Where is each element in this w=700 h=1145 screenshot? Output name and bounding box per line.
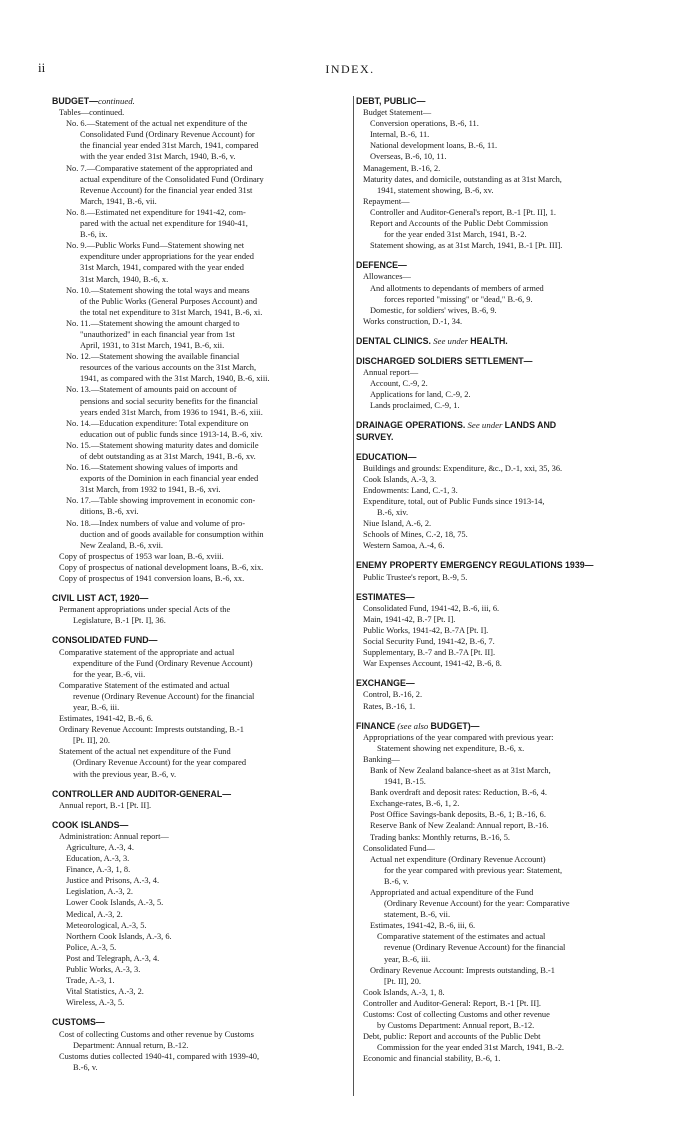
index-entry: And allotments to dependants of members of armed bbox=[370, 283, 544, 293]
index-entry: Works construction, D.-1, 34. bbox=[363, 316, 463, 326]
index-entry: Statement of the actual net expenditure of the Fund bbox=[59, 747, 231, 757]
index-entry: Department: Annual return, B.-12. bbox=[73, 1040, 189, 1050]
index-entry: Statement showing, as at 31st March, 1941, B.-1 [Pt. III]. bbox=[370, 241, 563, 251]
index-entry: Rates, B.-16, 1. bbox=[363, 701, 416, 711]
index-entry: B.-6, v. bbox=[384, 876, 409, 886]
index-entry: Ordinary Revenue Account: Imprests outstanding, B.-1 bbox=[59, 725, 244, 735]
index-entry: No. 10.—Statement showing the total ways and means bbox=[66, 285, 250, 295]
heading-text: CUSTOMS— bbox=[52, 1017, 105, 1028]
cross-reference-note: See under bbox=[465, 420, 505, 431]
index-entry: Justice and Prisons, A.-3, 4. bbox=[66, 876, 160, 886]
index-entry: No. 14.—Education expenditure: Total expenditure on bbox=[66, 418, 249, 428]
index-entry: Police, A.-3, 5. bbox=[66, 942, 117, 952]
cross-reference-target: HEALTH. bbox=[470, 335, 508, 346]
index-entry: Report and Accounts of the Public Debt Commission bbox=[370, 219, 548, 229]
heading-text: ENEMY PROPERTY EMERGENCY REGULATIONS 1939— bbox=[356, 560, 594, 571]
index-entry: Management, B.-16, 2. bbox=[363, 163, 441, 173]
index-entry: Statement showing net expenditure, B.-6, x. bbox=[377, 743, 525, 753]
index-entry: B.-6, v. bbox=[73, 1062, 98, 1072]
index-entry: Post Office Savings-bank deposits, B.-6, 1; B.-16, 6. bbox=[370, 810, 546, 820]
index-entry: Copy of prospectus of 1953 war loan, B.-6, xviii. bbox=[59, 551, 224, 561]
index-entry: (Ordinary Revenue Account) for the year compared bbox=[73, 758, 247, 768]
index-entry: New Zealand, B.-6, xvii. bbox=[80, 540, 164, 550]
index-entry: with the previous year, B.-6, v. bbox=[73, 769, 177, 779]
index-entry: Supplementary, B.-7 and B.-7A [Pt. II]. bbox=[363, 648, 496, 658]
index-heading bbox=[356, 96, 648, 107]
index-entry: No. 18.—Index numbers of value and volume of pro- bbox=[66, 518, 246, 528]
index-entry: National development loans, B.-6, 11. bbox=[370, 141, 498, 151]
index-entry: Ordinary Revenue Account: Imprests outstanding, B.-1 bbox=[370, 965, 555, 975]
cross-reference-target: LANDS AND bbox=[504, 420, 557, 431]
index-entry: Main, 1941-42, B.-7 [Pt. I]. bbox=[363, 614, 456, 624]
index-entry: Cook Islands, A.-3, 3. bbox=[363, 474, 437, 484]
index-heading bbox=[356, 678, 648, 689]
heading-text: SURVEY. bbox=[356, 431, 394, 442]
index-entry: Northern Cook Islands, A.-3, 6. bbox=[66, 931, 172, 941]
cross-reference-note: continued. bbox=[97, 96, 135, 106]
index-entry: "unauthorized" in each financial year from 1st bbox=[80, 329, 235, 339]
index-entry: Applications for land, C.-9, 2. bbox=[370, 390, 471, 400]
index-entry: [Pt. II], 20. bbox=[73, 736, 110, 746]
index-entry: Niue Island, A.-6, 2. bbox=[363, 519, 432, 529]
index-entry: Schools of Mines, C.-2, 18, 75. bbox=[363, 530, 468, 540]
index-entry: Estimates, 1941-42, B.-6, 6. bbox=[59, 714, 153, 724]
index-entry: Legislature, B.-1 [Pt. I], 36. bbox=[73, 616, 166, 626]
index-entry: Comparative statement of the estimates and actual bbox=[377, 932, 546, 942]
index-entry: Administration: Annual report— bbox=[59, 831, 169, 841]
index-entry: Agriculture, A.-3, 4. bbox=[66, 843, 134, 852]
index-entry: Actual net expenditure (Ordinary Revenue Account) bbox=[370, 854, 546, 864]
index-entry: No. 17.—Table showing improvement in economic con- bbox=[66, 496, 256, 506]
index-entry: Cost of collecting Customs and other revenue by Customs bbox=[59, 1029, 254, 1039]
index-entry: Revenue Account) for the financial year ended 31st bbox=[80, 185, 253, 195]
index-entry: Customs: Cost of collecting Customs and other revenue bbox=[363, 1010, 550, 1020]
index-heading bbox=[356, 336, 648, 347]
index-entry: Meteorological, A.-3, 5. bbox=[66, 920, 147, 930]
index-entry: Public Trustee's report, B.-9, 5. bbox=[363, 572, 468, 582]
index-entry: Commission for the year ended 31st March, 1941, B.-2. bbox=[377, 1043, 565, 1053]
index-entry: Public Works, A.-3, 3. bbox=[66, 965, 141, 975]
index-entry: Debt, public: Report and accounts of the Public Debt bbox=[363, 1032, 541, 1042]
index-entry: [Pt. II], 20. bbox=[384, 976, 421, 986]
index-entry: Education, A.-3, 3. bbox=[66, 854, 130, 864]
index-entry: Appropriations of the year compared with previous year: bbox=[363, 732, 554, 742]
index-heading bbox=[52, 96, 344, 107]
index-entry: resources of the various accounts on the 31st March, bbox=[80, 363, 257, 373]
heading-text: EXCHANGE— bbox=[356, 678, 415, 689]
left-column bbox=[52, 96, 344, 1073]
index-entry: Consolidated Fund, 1941-42, B.-6, iii, 6. bbox=[363, 603, 500, 613]
index-heading bbox=[356, 721, 648, 732]
index-entry: No. 13.—Statement of amounts paid on account of bbox=[66, 385, 237, 395]
heading-text: DEFENCE— bbox=[356, 260, 407, 271]
index-entry: Vital Statistics, A.-3, 2. bbox=[66, 987, 144, 997]
cross-reference-note: (see also bbox=[395, 720, 431, 731]
index-entry: Permanent appropriations under special Acts of the bbox=[59, 605, 231, 615]
index-entry: duction and of goods available for consumption within bbox=[80, 529, 264, 539]
index-heading bbox=[356, 592, 648, 603]
heading-text: CONTROLLER AND AUDITOR-GENERAL— bbox=[52, 788, 232, 799]
index-entry: 31st March, from 1932 to 1941, B.-6, xvi. bbox=[80, 485, 221, 495]
index-entry: 1941, as compared with the 31st March, 1940, B.-6, xiii. bbox=[80, 374, 270, 384]
index-entry: No. 6.—Statement of the actual net expenditure of the bbox=[66, 119, 248, 129]
index-entry: of debt outstanding as at 31st March, 1941, B.-6, xv. bbox=[80, 452, 256, 461]
index-entry: No. 8.—Estimated net expenditure for 1941-42, com- bbox=[66, 207, 246, 217]
running-head: INDEX. bbox=[325, 62, 375, 76]
index-entry: Repayment— bbox=[363, 196, 410, 206]
index-entry: B.-6, ix. bbox=[80, 230, 108, 240]
right-column bbox=[353, 96, 648, 1096]
index-entry: Post and Telegraph, A.-3, 4. bbox=[66, 953, 160, 963]
index-entry: by Customs Department: Annual report, B.-12. bbox=[377, 1021, 535, 1031]
index-entry: Lands proclaimed, C.-9, 1. bbox=[370, 401, 460, 411]
index-entry: Estimates, 1941-42, B.-6, iii, 6. bbox=[370, 921, 476, 931]
index-entry: for the year ended 31st March, 1941, B.-2. bbox=[384, 230, 527, 240]
index-entry: Legislation, A.-3, 2. bbox=[66, 887, 133, 897]
index-entry: Tables—continued. bbox=[59, 108, 125, 118]
index-heading bbox=[52, 1017, 344, 1028]
index-entry: 1941, B.-15. bbox=[384, 777, 426, 787]
index-entry: Control, B.-16, 2. bbox=[363, 690, 423, 700]
index-entry: (Ordinary Revenue Account) for the year: Comparative bbox=[384, 899, 570, 909]
index-entry: education out of public funds since 1913-14, B.-6, xiv. bbox=[80, 429, 263, 439]
index-entry: Allowances— bbox=[363, 272, 411, 282]
index-entry: Maturity dates, and domicile, outstanding as at 31st March, bbox=[363, 174, 562, 184]
index-entry: Medical, A.-3, 2. bbox=[66, 909, 123, 919]
index-entry: Social Security Fund, 1941-42, B.-6, 7. bbox=[363, 637, 495, 647]
index-entry: Endowments: Land, C.-1, 3. bbox=[363, 485, 458, 495]
index-entry: Comparative Statement of the estimated and actual bbox=[59, 680, 230, 690]
heading-text: CIVIL LIST ACT, 1920— bbox=[52, 593, 149, 604]
index-entry: Copy of prospectus of national development loans, B.-6, xix. bbox=[59, 562, 264, 572]
heading-text: ESTIMATES— bbox=[356, 591, 415, 602]
heading-text: CONSOLIDATED FUND— bbox=[52, 635, 158, 646]
index-entry: revenue (Ordinary Revenue Account) for the financial bbox=[384, 943, 566, 953]
index-entry: year, B.-6, iii. bbox=[73, 702, 120, 712]
index-heading bbox=[356, 432, 648, 443]
index-entry: Controller and Auditor-General: Report, B.-1 [Pt. II]. bbox=[363, 998, 541, 1008]
index-entry: April, 1931, to 31st March, 1941, B.-6, xii. bbox=[80, 341, 225, 351]
index-entry: Consolidated Fund— bbox=[363, 843, 435, 853]
index-entry: actual expenditure of the Consolidated Fund (Ordinary bbox=[80, 174, 264, 184]
index-entry: Exchange-rates, B.-6, 1, 2. bbox=[370, 799, 460, 809]
index-entry: expenditure of the Fund (Ordinary Revenue Account) bbox=[73, 658, 253, 668]
index-entry: ditions, B.-6, xvi. bbox=[80, 507, 139, 517]
index-entry: pensions and social security benefits for the financial bbox=[80, 396, 258, 406]
index-entry: No. 16.—Statement showing values of imports and bbox=[66, 463, 238, 473]
index-entry: No. 12.—Statement showing the available financial bbox=[66, 352, 240, 362]
heading-text: EDUCATION— bbox=[356, 451, 417, 462]
heading-text: DRAINAGE OPERATIONS. bbox=[356, 420, 466, 431]
index-entry: Consolidated Fund (Ordinary Revenue Account) for bbox=[80, 130, 255, 140]
index-entry: Appropriated and actual expenditure of the Fund bbox=[370, 888, 534, 897]
index-entry: Banking— bbox=[363, 754, 400, 764]
index-entry: exports of the Dominion in each financial year ended bbox=[80, 474, 259, 484]
index-entry: for the year, B.-6, vii. bbox=[73, 669, 146, 679]
heading-text: DEBT, PUBLIC— bbox=[356, 96, 426, 106]
index-entry: Comparative statement of the appropriate and actual bbox=[59, 647, 235, 657]
index-entry: the financial year ended 31st March, 1941, compared bbox=[80, 141, 259, 151]
index-entry: Western Samoa, A.-4, 6. bbox=[363, 541, 445, 551]
index-entry: Finance, A.-3, 1, 8. bbox=[66, 865, 131, 875]
index-entry: Overseas, B.-6, 10, 11. bbox=[370, 152, 447, 162]
index-entry: Account, C.-9, 2. bbox=[370, 379, 428, 389]
index-entry: revenue (Ordinary Revenue Account) for the financial bbox=[73, 691, 255, 701]
index-entry: 31st March, 1941, compared with the year ended bbox=[80, 263, 244, 273]
index-entry: B.-6, xiv. bbox=[377, 508, 409, 518]
index-entry: for the year compared with previous year: Statement, bbox=[384, 865, 563, 875]
index-entry: forces reported "missing" or "dead," B.-6, 9. bbox=[384, 294, 533, 304]
heading-text: BUDGET— bbox=[52, 96, 98, 106]
index-entry: March, 1941, B.-6, vii. bbox=[80, 196, 157, 206]
heading-text: DENTAL CLINICS. bbox=[356, 335, 431, 346]
index-entry: Annual report— bbox=[363, 368, 419, 378]
index-heading bbox=[356, 356, 648, 367]
index-heading bbox=[356, 260, 648, 271]
index-entry: with the year ended 31st March, 1940, B.-6, v. bbox=[80, 152, 236, 162]
index-entry: the total net expenditure to 31st March, 1941, B.-6, xi. bbox=[80, 307, 263, 317]
index-entry: Trade, A.-3, 1. bbox=[66, 976, 115, 986]
index-entry: Bank overdraft and deposit rates: Reduction, B.-6, 4. bbox=[370, 788, 547, 798]
index-entry: year, B.-6, iii. bbox=[384, 954, 431, 964]
index-entry: Budget Statement— bbox=[363, 108, 432, 118]
index-entry: Buildings and grounds: Expenditure, &c., D.-1, xxi, 35, 36. bbox=[363, 463, 563, 473]
index-entry: No. 9.—Public Works Fund—Statement showing net bbox=[66, 241, 245, 251]
index-entry: Copy of prospectus of 1941 conversion loans, B.-6, xx. bbox=[59, 574, 245, 584]
index-heading bbox=[52, 789, 344, 800]
index-entry: Expenditure, total, out of Public Funds since 1913-14, bbox=[363, 497, 545, 506]
index-entry: War Expenses Account, 1941-42, B.-6, 8. bbox=[363, 659, 502, 669]
page-number: ii bbox=[38, 60, 46, 75]
index-entry: Public Works, 1941-42, B.-7A [Pt. I]. bbox=[363, 625, 489, 635]
heading-text: COOK ISLANDS— bbox=[52, 819, 129, 830]
index-entry: of the Public Works (General Purposes Account) and bbox=[80, 296, 258, 306]
index-entry: Internal, B.-6, 11. bbox=[370, 130, 430, 140]
index-heading bbox=[52, 820, 344, 831]
index-entry: pared with the actual net expenditure for 1940-41, bbox=[80, 219, 248, 229]
index-entry: statement, B.-6, vii. bbox=[384, 910, 451, 920]
index-entry: Trading banks: Monthly returns, B.-16, 5. bbox=[370, 832, 510, 842]
index-entry: Reserve Bank of New Zealand: Annual report, B.-16. bbox=[370, 821, 549, 831]
index-heading bbox=[52, 593, 344, 604]
index-entry: 1941, statement showing, B.-6, xv. bbox=[377, 185, 494, 195]
cross-reference-target: BUDGET)— bbox=[430, 720, 480, 731]
index-entry: Annual report, B.-1 [Pt. II]. bbox=[59, 800, 152, 810]
index-entry: Conversion operations, B.-6, 11. bbox=[370, 119, 479, 129]
heading-text: FINANCE bbox=[356, 720, 396, 731]
index-entry: years ended 31st March, from 1936 to 1941, B.-6, xiii. bbox=[80, 407, 263, 417]
index-heading bbox=[356, 452, 648, 463]
cross-reference-note: See under bbox=[430, 335, 471, 346]
heading-text: DISCHARGED SOLDIERS SETTLEMENT— bbox=[356, 355, 533, 366]
index-entry: expenditure under appropriations for the year ended bbox=[80, 252, 254, 262]
index-entry: Wireless, A.-3, 5. bbox=[66, 998, 125, 1008]
index-entry: Economic and financial stability, B.-6, 1. bbox=[363, 1054, 501, 1064]
index-entry: 31st March, 1940, B.-6, x. bbox=[80, 274, 169, 284]
index-entry: Cook Islands, A.-3, 1, 8. bbox=[363, 987, 445, 997]
index-heading bbox=[52, 635, 344, 646]
index-entry: No. 7.—Comparative statement of the appropriated and bbox=[66, 163, 253, 173]
index-heading bbox=[356, 420, 648, 431]
index-entry: Lower Cook Islands, A.-3, 5. bbox=[66, 898, 164, 908]
index-heading bbox=[356, 560, 648, 571]
index-entry: Bank of New Zealand balance-sheet as at 31st March, bbox=[370, 765, 551, 775]
index-entry: No. 11.—Statement showing the amount charged to bbox=[66, 318, 240, 328]
index-entry: Controller and Auditor-General's report, B.-1 [Pt. II], 1. bbox=[370, 207, 557, 217]
index-entry: Customs duties collected 1940-41, compared with 1939-40, bbox=[59, 1051, 260, 1061]
index-entry: No. 15.—Statement showing maturity dates and domicile bbox=[66, 440, 259, 450]
index-entry: Domestic, for soldiers' wives, B.-6, 9. bbox=[370, 305, 497, 315]
